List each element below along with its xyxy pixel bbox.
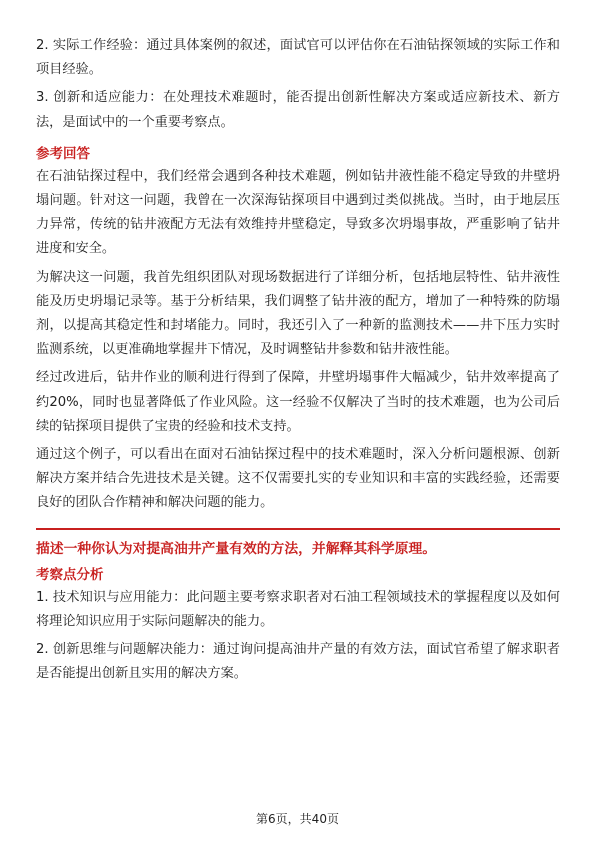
analysis-item: 1. 技术知识与应用能力：此问题主要考察求职者对石油工程领域技术的掌握程度以及如何将理论知识应用于实际问题解决的能力。 xyxy=(36,589,560,629)
assessment-item: 2. 实际工作经验：通过具体案例的叙述，面试官可以评估你在石油钻探领域的实际工作和项目经验。 xyxy=(36,38,560,78)
question-block xyxy=(36,528,560,560)
page-content xyxy=(36,34,560,690)
answer-paragraph: 通过这个例子，可以看出在面对石油钻探过程中的技术难题时，深入分析问题根源、创新解决方案并结合先进技术是关键。这不仅需要扎实的专业知识和丰富的实践经验，还需要良好的团队合作精神和解决问题的能力。 xyxy=(36,447,560,511)
question-title: 描述一种你认为对提高油井产量有效的方法，并解释其科学原理。 xyxy=(36,540,437,557)
analysis-item: 2. 创新思维与问题解决能力：通过询问提高油井产量的有效方法，面试官希望了解求职者是否能提出创新且实用的解决方案。 xyxy=(36,642,560,682)
question-divider xyxy=(36,528,560,530)
answer-heading: 参考回答 xyxy=(36,145,90,162)
answer-paragraph: 为解决这一问题，我首先组织团队对现场数据进行了详细分析，包括地层特性、钻井液性能及历史坍塌记录等。基于分析结果，我们调整了钻井液的配方，增加了一种特殊的防塌剂，以提高其稳定性和封堵能力。同时，我还引入了一种新的监测技术——井下压力实时监测系统，以更准确地掌握井下情况，及时调整钻井参数和钻井液性能。 xyxy=(36,269,560,358)
answer-paragraph: 经过改进后，钻井作业的顺利进行得到了保障，井壁坍塌事件大幅减少，钻井效率提高了约20%，同时也显著降低了作业风险。这一经验不仅解决了当时的技术难题，也为公司后续的钻探项目提供了宝贵的经验和技术支持。 xyxy=(36,370,560,434)
analysis-heading: 考察点分析 xyxy=(36,566,104,583)
page-number: 第6页，共40页 xyxy=(256,812,339,826)
assessment-item: 3. 创新和适应能力：在处理技术难题时，能否提出创新性解决方案或适应新技术、新方法，是面试中的一个重要考察点。 xyxy=(36,90,560,130)
answer-paragraph: 在石油钻探过程中，我们经常会遇到各种技术难题，例如钻井液性能不稳定导致的井壁坍塌问题。针对这一问题，我曾在一次深海钻探项目中遇到过类似挑战。当时，由于地层压力异常，传统的钻井液配方无法有效维持井壁稳定，导致多次坍塌事故，严重影响了钻井进度和安全。 xyxy=(36,168,560,257)
